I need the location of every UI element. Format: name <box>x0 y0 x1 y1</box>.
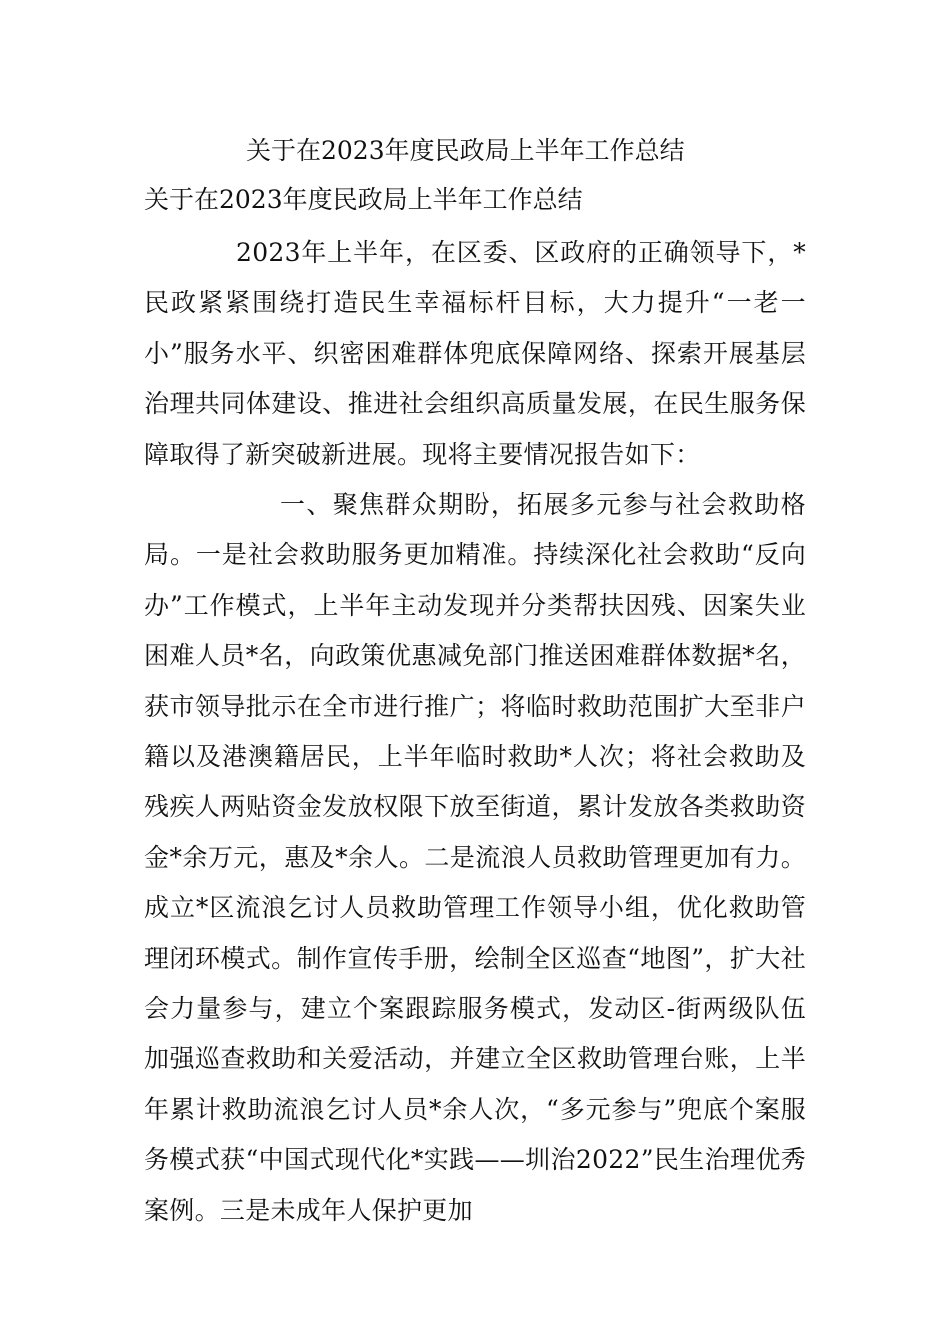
document-title: 关于在2023年度民政局上半年工作总结 <box>246 136 685 165</box>
document-subtitle: 关于在2023年度民政局上半年工作总结 <box>144 185 583 214</box>
paragraph-intro: 2023年上半年，在区委、区政府的正确领导下，*民政紧紧围绕打造民生幸福标杆目标，大力提升“一老一小”服务水平、织密困难群体兜底保障网络、探索开展基层治理共同体建设、推进社会组织高质量发展，在民生服务保障取得了新突破新进展。现将主要情况报告如下： <box>144 238 806 469</box>
paragraph-section-one: 一、聚焦群众期盼，拓展多元参与社会救助格局。一是社会救助服务更加精准。持续深化社会救助“反向办”工作模式，上半年主动发现并分类帮扶因残、因案失业困难人员*名，向政策优惠减免部门推送困难群体数据*名，获市领导批示在全市进行推广；将临时救助范围扩大至非户籍以及港澳籍居民，上半年临时救助*人次；将社会救助及残疾人两贴资金发放权限下放至街道，累计发放各类救助资金*余万元，惠及*余人。二是流浪人员救助管理更加有力。成立*区流浪乞讨人员救助管理工作领导小组，优化救助管理闭环模式。制作宣传手册，绘制全区巡查“地图”，扩大社会力量参与，建立个案跟踪服务模式，发动区-街两级队伍加强巡查救助和关爱活动，并建立全区救助管理台账，上半年累计救助流浪乞讨人员*余人次，“多元参与”兜底个案服务模式获“中国式现代化*实践——圳治2022”民生治理优秀案例。三是未成年人保护更加 <box>144 490 806 1225</box>
